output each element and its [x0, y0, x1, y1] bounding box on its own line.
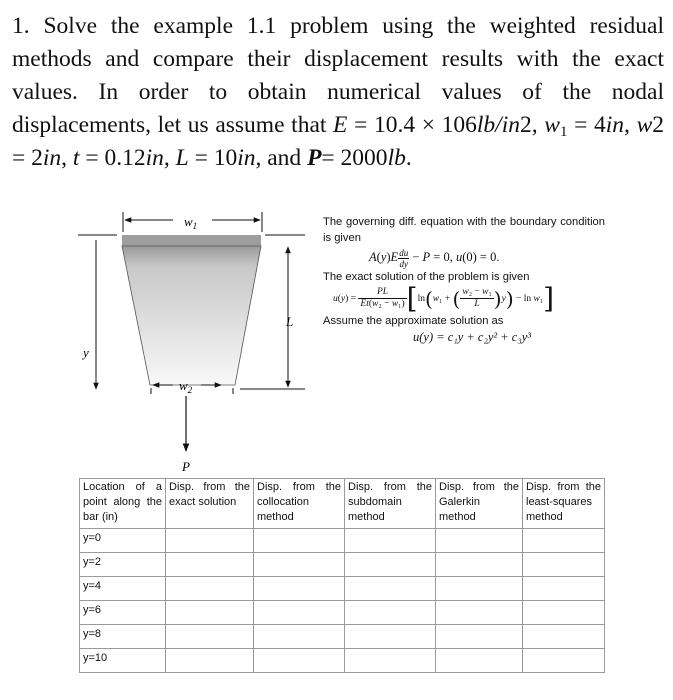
load-P-arrow [181, 396, 190, 474]
header-least-squares: Disp. from the least-squares method [523, 479, 605, 529]
cell-collocation [254, 577, 345, 601]
y-label: y [83, 345, 89, 360]
row-location: y=6 [80, 601, 166, 625]
cell-least-squares [523, 553, 605, 577]
support-block [122, 235, 261, 246]
cell-collocation [254, 529, 345, 553]
cell-least-squares [523, 601, 605, 625]
cell-galerkin [436, 601, 523, 625]
approx-solution-equation: u(y) = c₁y + c₂y² + c₃y³ [413, 330, 531, 344]
cell-subdomain [345, 625, 436, 649]
cell-exact [166, 601, 254, 625]
cell-collocation [254, 553, 345, 577]
P-label: P [182, 459, 190, 474]
w1-label: $w_1$ [184, 214, 198, 231]
row-location: y=0 [80, 529, 166, 553]
cell-subdomain [345, 649, 436, 673]
table-row [80, 601, 605, 625]
header-exact: Disp. from the exact solution [166, 479, 254, 529]
cell-least-squares [523, 529, 605, 553]
cell-exact [166, 529, 254, 553]
cell-least-squares [523, 577, 605, 601]
cell-galerkin [436, 553, 523, 577]
cell-galerkin [436, 625, 523, 649]
w2-label: $w_2$ [179, 378, 193, 395]
results-table [79, 478, 605, 673]
cell-galerkin [436, 577, 523, 601]
table-row [80, 529, 605, 553]
cell-exact [166, 553, 254, 577]
cell-collocation [254, 649, 345, 673]
cell-exact [166, 577, 254, 601]
cell-collocation [254, 625, 345, 649]
row-location: y=10 [80, 649, 166, 673]
header-subdomain: Disp. from the subdomain method [345, 479, 436, 529]
cell-galerkin [436, 649, 523, 673]
table-row [80, 649, 605, 673]
problem-statement: 1. Solve the example 1.1 problem using the weighted residual methods and compare their displacement results with the exact values. In order to obtain numerical values of the nodal displacements, let us assume that E = 10.4 × 106lb/in2, $w_1 = 4in$, w2 = 2in, t = 0.12in, L = 10in, and P= 2000lb. [12, 13, 665, 171]
y-axis [81, 240, 96, 389]
table-row [80, 625, 605, 649]
approx-solution-text: Assume the approximate solution as [323, 315, 504, 327]
header-galerkin: Disp. from the Galerkin method [436, 479, 523, 529]
cell-collocation [254, 601, 345, 625]
cell-exact [166, 625, 254, 649]
table-row [80, 577, 605, 601]
L-label: L [286, 314, 294, 329]
tapered-bar [122, 246, 261, 385]
cell-least-squares [523, 649, 605, 673]
governing-text: The governing diff. equation with the boundary condition is given [323, 216, 605, 244]
tapered-bar-figure [75, 205, 305, 480]
table-header-row [80, 479, 605, 529]
exact-solution-text: The exact solution of the problem is given [323, 271, 530, 283]
cell-subdomain [345, 553, 436, 577]
row-location: y=2 [80, 553, 166, 577]
row-location: y=8 [80, 625, 166, 649]
cell-subdomain [345, 601, 436, 625]
cell-subdomain [345, 577, 436, 601]
cell-exact [166, 649, 254, 673]
header-location: Location of a point along the bar (in) [80, 479, 166, 529]
w1-dimension [123, 212, 262, 232]
cell-least-squares [523, 625, 605, 649]
table-row [80, 553, 605, 577]
cell-subdomain [345, 529, 436, 553]
header-collocation: Disp. from the collocation method [254, 479, 345, 529]
governing-equation: A(y)E $\frac{du}{dy}$ − P = 0, u(0) = 0. [369, 248, 500, 269]
exact-solution-equation: u(y) = $\frac{PL}{\text{Et(w₂ − w₁)}}$ [ln(w₁ + ( $\frac{\text{w₂ − w₁}}{L}$ )y) − ln w₁] [333, 281, 555, 315]
cell-galerkin [436, 529, 523, 553]
row-location: y=4 [80, 577, 166, 601]
side-text [323, 214, 605, 346]
